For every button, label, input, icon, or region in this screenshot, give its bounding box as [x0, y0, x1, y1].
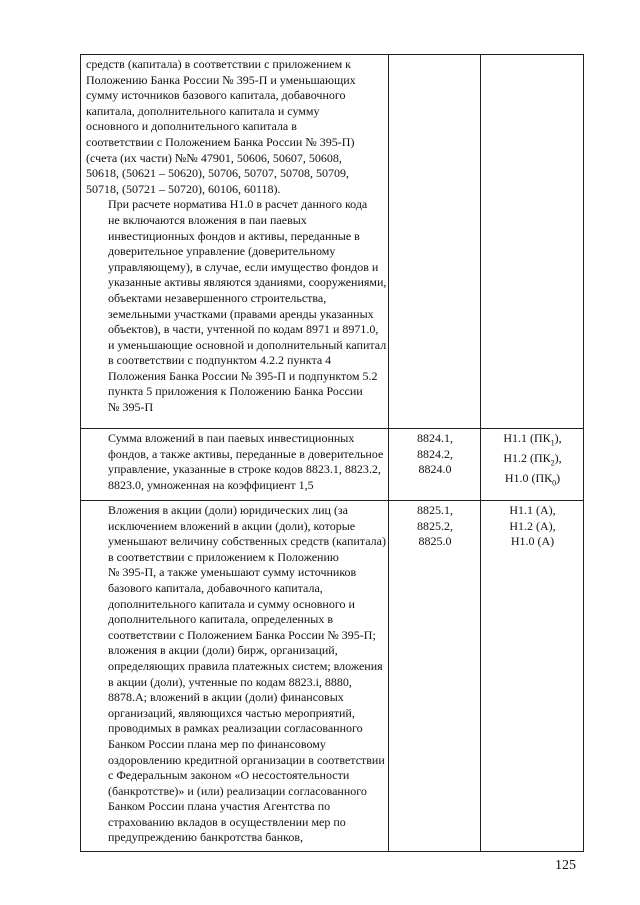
norm-value — [486, 471, 579, 491]
text-line: 50718, (50721 – 50720), 60106, 60118). — [86, 181, 281, 196]
text-line: 8823.0, умноженная на коэффициент 1,5 — [108, 477, 314, 492]
text-line: № 395-П, а также уменьшают сумму источников — [108, 565, 357, 580]
norms-cell — [481, 55, 584, 429]
norms-cell — [481, 429, 584, 501]
text-line: соответствии с Положением Банка России № 395-П) — [86, 134, 355, 149]
description-cell — [81, 55, 389, 429]
norm-base: Н1.2 (ПК — [503, 450, 551, 465]
text-line: Банком России плана участия Агентства по — [108, 799, 331, 814]
text-line: в акции (доли), учтенные по кодам 8823.i, 8880, — [108, 674, 352, 689]
text-line: (банкротстве)» и (или) реализации согласованного — [108, 783, 367, 798]
text-line: дополнительного капитала, определенных в — [108, 612, 333, 627]
codes-cell — [389, 501, 481, 852]
text-line: уменьшают величину собственных средств (капитала) — [108, 534, 386, 549]
text-line: организаций, являющихся частью мероприятий, — [108, 705, 355, 720]
text-line: пункта 5 приложения к Положению Банка России — [108, 384, 363, 399]
text-line: инвестиционных фондов и активы, переданные в — [108, 228, 360, 243]
text-line: Банком России плана мер по финансовому — [108, 736, 326, 751]
code-value: 8824.1, — [417, 431, 453, 445]
text-line: дополнительного капитала и сумму основного и — [108, 596, 355, 611]
text-line: соответствии с Положением Банка России № 395-П; — [108, 627, 376, 642]
norm-subscript: 2 — [550, 458, 555, 468]
code-value: 8824.0 — [418, 462, 452, 477]
norm-base: Н1.0 (ПК — [504, 470, 553, 485]
text-line: управление, указанные в строке кодов 8823.1, 8823.2, — [108, 462, 381, 477]
description-cell — [81, 429, 389, 501]
text-line: в соответствии с приложением к Положению — [108, 549, 339, 564]
norm-value: Н1.2 (А), — [509, 518, 556, 533]
norm-value — [486, 451, 579, 471]
table-row — [81, 55, 584, 429]
codes-cell — [389, 55, 481, 429]
code-value: 8825.1, — [417, 503, 453, 517]
page-number: 125 — [555, 858, 576, 873]
text-line: Вложения в акции (доли) юридических лиц (за — [108, 503, 348, 517]
text-line: управляющему), в случае, если имущество фондов и — [108, 259, 379, 274]
text-line: указанные активы являются зданиями, сооружениями, — [108, 275, 387, 290]
code-value: 8825.0 — [418, 534, 452, 549]
text-line: объектов), в части, учтенной по кодам 8971 и 8971.0, — [108, 322, 379, 337]
text-line: 8878.А; вложений в акции (доли) финансовых — [108, 690, 344, 705]
text-line: 50618, (50621 – 50620), 50706, 50707, 50708, 50709, — [86, 166, 349, 181]
norm-tail: ), — [554, 431, 562, 445]
norms-cell — [481, 501, 584, 852]
text-line: исключением вложений в акции (доли), которые — [108, 518, 356, 533]
text-line: вложения в акции (доли) бирж, организаций, — [108, 643, 338, 658]
text-line: Положению Банка России № 395-П и уменьшающих — [86, 72, 356, 87]
description-paragraph — [86, 503, 384, 846]
text-line: сумму источников базового капитала, добавочного — [86, 88, 346, 103]
norm-subscript: 1 — [550, 438, 555, 448]
code-value: 8824.2, — [417, 446, 453, 461]
description-paragraph — [86, 431, 384, 493]
text-line: оздоровлению кредитной организации в соответствии — [108, 752, 385, 767]
table-row — [81, 429, 584, 501]
text-line: фондов, а также активы, переданные в доверительное — [108, 446, 384, 461]
norm-value: Н1.0 (А) — [510, 534, 555, 549]
norm-value: Н1.1 (А), — [509, 503, 556, 517]
code-value: 8825.2, — [417, 518, 453, 533]
text-line: При расчете норматива Н1.0 в расчет данного кода — [108, 197, 368, 212]
text-line: капитала, дополнительного капитала и сумму — [86, 103, 320, 118]
norm-value — [486, 431, 579, 451]
text-line: Положения Банка России № 395-П и подпунктом 5.2 — [108, 368, 378, 383]
text-line: предупреждению банкротства банков, — [108, 830, 304, 845]
text-line: объектами незавершенного строительства, — [108, 290, 327, 305]
text-line: и уменьшающие основной и дополнительный капитал — [108, 337, 387, 352]
norm-base: Н1.1 (ПК — [503, 431, 551, 445]
norm-subscript: 0 — [552, 478, 557, 488]
norm-tail: ) — [556, 470, 561, 485]
table-body — [81, 55, 584, 852]
text-line: земельными участками (правами аренды указанных — [108, 306, 374, 321]
description-paragraph — [86, 197, 387, 415]
text-line: страхованию вкладов в осуществлении мер по — [108, 814, 346, 829]
text-line: Сумма вложений в паи паевых инвестиционных — [108, 431, 355, 445]
text-line: с Федеральным законом «О несостоятельности — [108, 768, 350, 783]
description-paragraph — [86, 57, 384, 197]
text-line: доверительное управление (доверительному — [108, 244, 336, 259]
codes-cell — [389, 429, 481, 501]
norm-tail: ), — [554, 450, 562, 465]
text-line: № 395-П — [108, 400, 154, 415]
text-line: средств (капитала) в соответствии с приложением к — [86, 57, 352, 71]
text-line: проводимых в рамках реализации согласованного — [108, 721, 363, 736]
text-line: (счета (их части) №№ 47901, 50606, 50607, 50608, — [86, 150, 342, 165]
text-line: базового капитала, добавочного капитала, — [108, 580, 323, 595]
description-cell — [81, 501, 389, 852]
text-line: определяющих правила платежных систем; вложения — [108, 658, 383, 673]
requirements-table — [80, 54, 584, 852]
text-line: не включаются вложения в паи паевых — [108, 212, 307, 227]
text-line: в соответствии с подпунктом 4.2.2 пункта 4 — [108, 353, 332, 368]
text-line: основного и дополнительного капитала в — [86, 119, 297, 134]
table-row — [81, 501, 584, 852]
